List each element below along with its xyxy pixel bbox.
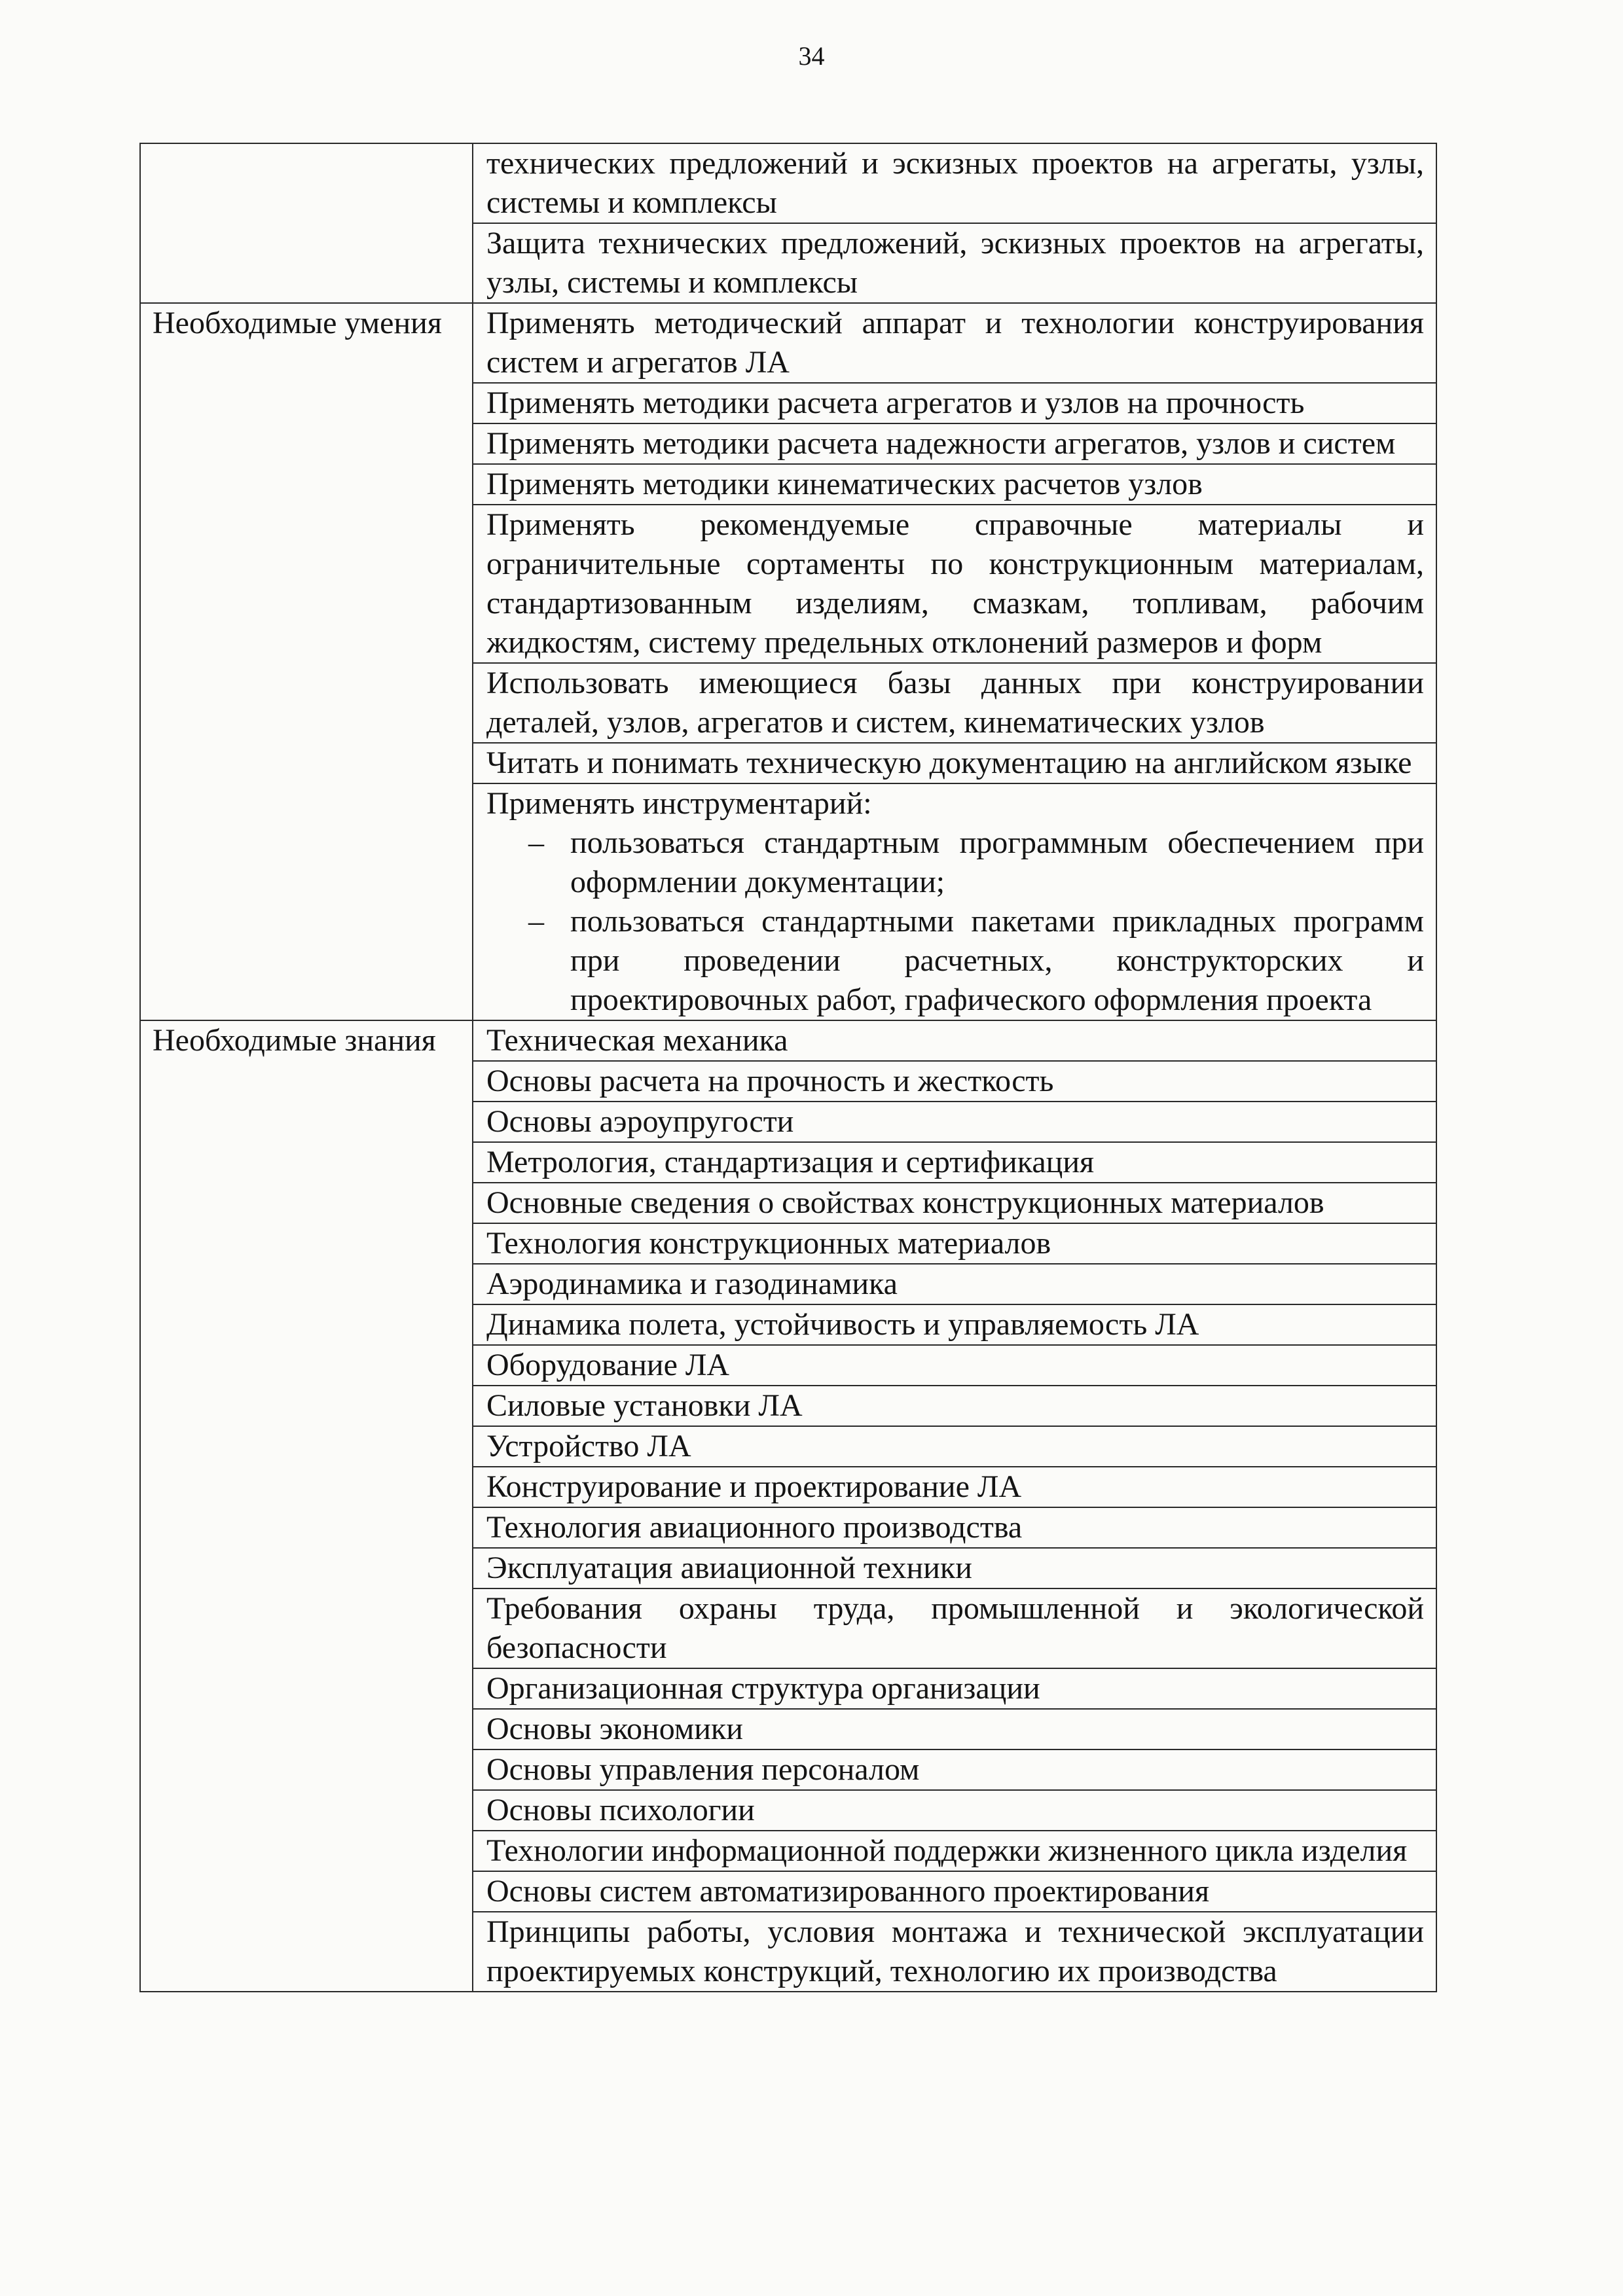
- content-cell: [473, 1507, 1436, 1548]
- content-cell: [473, 303, 1436, 383]
- item-text: Основы аэроупругости: [486, 1104, 794, 1139]
- item-text: Оборудование ЛА: [486, 1348, 730, 1382]
- section-label-cell: [140, 1749, 473, 1790]
- section-label-cell: [140, 1467, 473, 1507]
- dash-bullet: –: [528, 825, 544, 860]
- item-text: Основы систем автоматизированного проектирования: [486, 1874, 1210, 1909]
- content-cell: [473, 1345, 1436, 1386]
- content-cell: [473, 1102, 1436, 1142]
- section-label-cell: [140, 1102, 473, 1142]
- content-cell: [473, 1831, 1436, 1871]
- item-text: Технология авиационного производства: [486, 1510, 1023, 1545]
- table-row: [140, 1142, 1436, 1183]
- content-cell: [473, 743, 1436, 783]
- table-row: [140, 1020, 1436, 1061]
- table-row: [140, 1588, 1436, 1668]
- section-label-cell: [140, 1548, 473, 1588]
- content-cell: [473, 783, 1436, 1020]
- content-cell: [473, 1588, 1436, 1668]
- content-cell: [473, 1467, 1436, 1507]
- section-label-cell: [140, 1871, 473, 1912]
- dash-bullet: –: [528, 904, 544, 939]
- section-label-cell: [140, 1668, 473, 1709]
- section-label-cell: [140, 743, 473, 783]
- section-label-cell: [140, 1831, 473, 1871]
- item-text: Основы управления персоналом: [486, 1752, 920, 1787]
- content-cell: [473, 1871, 1436, 1912]
- content-cell: [473, 1183, 1436, 1223]
- item-text: Метрология, стандартизация и сертификация: [486, 1145, 1095, 1179]
- table-body: [140, 143, 1436, 1992]
- section-label-cell: [140, 423, 473, 464]
- content-cell: [473, 1304, 1436, 1345]
- table-row: [140, 1183, 1436, 1223]
- section-label-cell: [140, 783, 473, 1020]
- item-text: Конструирование и проектирование ЛА: [486, 1469, 1022, 1504]
- section-label-cell: [140, 1709, 473, 1749]
- table-row: [140, 1304, 1436, 1345]
- content-cell: [473, 423, 1436, 464]
- table-row: [140, 464, 1436, 505]
- content-cell: [473, 663, 1436, 743]
- table-row: [140, 783, 1436, 1020]
- section-label-cell: [140, 1386, 473, 1426]
- page-number: 34: [798, 41, 825, 71]
- table-row: [140, 663, 1436, 743]
- table-row: [140, 1749, 1436, 1790]
- item-text: Применять методики расчета агрегатов и узлов на прочность: [486, 386, 1305, 420]
- item-text: технических предложений и эскизных проектов на агрегаты, узлы, системы и комплексы: [486, 146, 1424, 220]
- content-cell: [473, 1709, 1436, 1749]
- sub-list-item: [486, 823, 1424, 902]
- table-row: [140, 1426, 1436, 1467]
- content-cell: [473, 1426, 1436, 1467]
- section-label-cell: [140, 505, 473, 663]
- table-row: [140, 383, 1436, 423]
- item-text: Аэродинамика и газодинамика: [486, 1266, 898, 1301]
- content-cell: [473, 1142, 1436, 1183]
- item-text: Техническая механика: [486, 1023, 788, 1058]
- table-row: [140, 1467, 1436, 1507]
- section-label-cell: [140, 1912, 473, 1992]
- item-text: Динамика полета, устойчивость и управляемость ЛА: [486, 1307, 1199, 1342]
- item-text: Устройство ЛА: [486, 1429, 691, 1463]
- table-row: [140, 1264, 1436, 1304]
- table-row: [140, 1386, 1436, 1426]
- item-text: Основные сведения о свойствах конструкционных материалов: [486, 1185, 1324, 1220]
- content-cell: [473, 1386, 1436, 1426]
- table-row: [140, 1668, 1436, 1709]
- content-cell: [473, 505, 1436, 663]
- content-cell: [473, 1912, 1436, 1992]
- content-cell: [473, 1264, 1436, 1304]
- table-row: [140, 1102, 1436, 1142]
- section-label-cell: [140, 383, 473, 423]
- content-cell: [473, 1223, 1436, 1264]
- item-text: Принципы работы, условия монтажа и технической эксплуатации проектируемых конструкций, технологию их производства: [486, 1914, 1424, 1988]
- item-text: Применять методики кинематических расчетов узлов: [486, 467, 1203, 501]
- table-row: [140, 303, 1436, 383]
- section-label-cell: [140, 1223, 473, 1264]
- table-row: [140, 1790, 1436, 1831]
- table-row: [140, 1345, 1436, 1386]
- section-label-cell: [140, 1507, 473, 1548]
- sub-list-item: [486, 902, 1424, 1020]
- content-cell: [473, 1061, 1436, 1102]
- item-text: Читать и понимать техническую документацию на английском языке: [486, 745, 1412, 780]
- table-row: [140, 505, 1436, 663]
- table-row: [140, 223, 1436, 303]
- section-label-cell: [140, 1142, 473, 1183]
- item-text: Требования охраны труда, промышленной и экологической безопасности: [486, 1591, 1424, 1665]
- table-row: [140, 1507, 1436, 1548]
- section-label-cell: [140, 464, 473, 505]
- requirements-table: [139, 143, 1437, 1992]
- content-cell: [473, 1548, 1436, 1588]
- section-label-cell: [140, 1426, 473, 1467]
- section-label-cell: Необходимые знания: [140, 1020, 473, 1061]
- section-label-cell: [140, 1061, 473, 1102]
- item-text: Применять методический аппарат и технологии конструирования систем и агрегатов ЛА: [486, 306, 1424, 380]
- content-cell: [473, 464, 1436, 505]
- item-text: Защита технических предложений, эскизных проектов на агрегаты, узлы, системы и комплексы: [486, 226, 1424, 300]
- content-cell: [473, 1668, 1436, 1709]
- table-row: [140, 1061, 1436, 1102]
- section-label-cell: [140, 1183, 473, 1223]
- item-text: Применять рекомендуемые справочные материалы и ограничительные сортаменты по конструкционным материалам, стандартизованным изделиям, смазкам, топливам, рабочим жидкостям, систему предельных отклонений размеров и форм: [486, 507, 1424, 660]
- content-cell: [473, 1790, 1436, 1831]
- item-text: Организационная структура организации: [486, 1671, 1040, 1706]
- section-label-cell: [140, 1790, 473, 1831]
- section-label-cell: [140, 1264, 473, 1304]
- table-row: [140, 1831, 1436, 1871]
- section-label-cell: [140, 1345, 473, 1386]
- section-label-cell: [140, 1304, 473, 1345]
- content-cell: [473, 383, 1436, 423]
- item-text: Эксплуатация авиационной техники: [486, 1551, 972, 1585]
- table-row: [140, 143, 1436, 223]
- table-row: [140, 743, 1436, 783]
- table-row: [140, 1709, 1436, 1749]
- item-text: Силовые установки ЛА: [486, 1388, 803, 1423]
- table-row: [140, 1548, 1436, 1588]
- table-row: [140, 1871, 1436, 1912]
- content-cell: [473, 143, 1436, 223]
- table-row: [140, 423, 1436, 464]
- section-label-cell: [140, 143, 473, 223]
- sub-item-text: пользоваться стандартными пакетами прикладных программ при проведении расчетных, конструкторских и проектировочных работ, графического оформления проекта: [570, 904, 1424, 1017]
- item-text: Использовать имеющиеся базы данных при конструировании деталей, узлов, агрегатов и систем, кинематических узлов: [486, 666, 1424, 740]
- content-cell: [473, 1749, 1436, 1790]
- table-row: [140, 1223, 1436, 1264]
- section-label-cell: [140, 663, 473, 743]
- item-text: Основы расчета на прочность и жесткость: [486, 1064, 1054, 1098]
- item-text: Технологии информационной поддержки жизненного цикла изделия: [486, 1833, 1408, 1868]
- table-row: [140, 1912, 1436, 1992]
- section-label-cell: [140, 223, 473, 303]
- section-label-cell: Необходимые умения: [140, 303, 473, 383]
- sub-list: [486, 823, 1424, 1020]
- content-cell: [473, 1020, 1436, 1061]
- section-label-cell: [140, 1588, 473, 1668]
- item-text: Применять инструментарий:: [486, 786, 872, 821]
- item-text: Технология конструкционных материалов: [486, 1226, 1051, 1261]
- item-text: Основы экономики: [486, 1712, 743, 1746]
- sub-item-text: пользоваться стандартным программным обеспечением при оформлении документации;: [570, 825, 1424, 899]
- content-cell: [473, 223, 1436, 303]
- item-text: Применять методики расчета надежности агрегатов, узлов и систем: [486, 426, 1396, 461]
- item-text: Основы психологии: [486, 1793, 755, 1827]
